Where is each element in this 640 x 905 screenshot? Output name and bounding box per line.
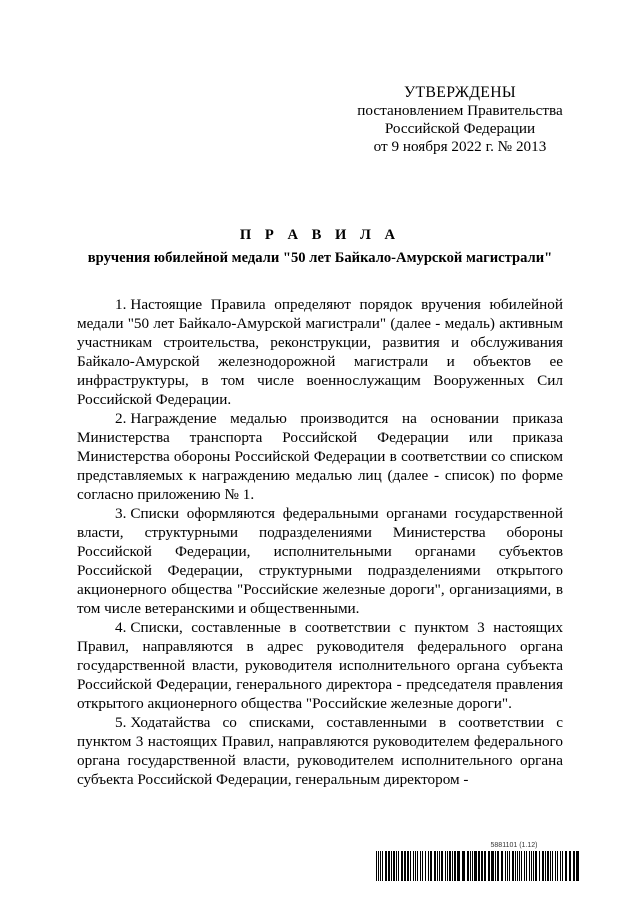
paragraph-number: 1. bbox=[115, 296, 127, 313]
barcode-bar bbox=[573, 851, 575, 881]
barcode-bar bbox=[562, 851, 563, 881]
barcode-bar bbox=[437, 851, 438, 881]
barcode-bar bbox=[420, 851, 421, 881]
barcode-bar bbox=[517, 851, 518, 881]
barcode-bar bbox=[434, 851, 436, 881]
barcode-bar bbox=[550, 851, 551, 881]
paragraph-number: 4. bbox=[115, 619, 127, 636]
document-title: П Р А В И Л А bbox=[239, 227, 401, 243]
barcode-bar bbox=[478, 851, 480, 881]
barcode-bar bbox=[484, 851, 486, 881]
barcode-bar bbox=[531, 851, 532, 881]
document-body bbox=[77, 295, 563, 789]
barcode-bar bbox=[467, 851, 469, 881]
barcode-bar bbox=[512, 851, 514, 881]
document-code: 5881101 (1.12) bbox=[490, 842, 538, 849]
document-subtitle: вручения юбилейной медали "50 лет Байкало-Амурской магистрали" bbox=[87, 250, 553, 266]
paragraph-5 bbox=[77, 713, 563, 789]
barcode-bar bbox=[545, 851, 546, 881]
barcode-bar bbox=[526, 851, 527, 881]
barcode-bar bbox=[441, 851, 443, 881]
barcode-bar bbox=[565, 851, 567, 881]
paragraph-3 bbox=[77, 504, 563, 618]
barcode-bar bbox=[457, 851, 460, 881]
barcode-bar bbox=[378, 851, 379, 881]
barcode-bar bbox=[413, 851, 414, 881]
barcode-bar bbox=[388, 851, 390, 881]
approval-block bbox=[330, 84, 590, 156]
barcode-bar bbox=[576, 851, 579, 881]
barcode-bar bbox=[533, 851, 534, 881]
barcode-bar bbox=[462, 851, 465, 881]
barcode-bar bbox=[557, 851, 558, 881]
barcode-bar bbox=[519, 851, 520, 881]
barcode-bar bbox=[569, 851, 571, 881]
barcode-bar bbox=[393, 851, 395, 881]
barcode-bar bbox=[509, 851, 510, 881]
barcode-bar bbox=[524, 851, 525, 881]
barcode-bar bbox=[529, 851, 530, 881]
barcode-bar bbox=[542, 851, 544, 881]
approval-line-2: Российской Федерации bbox=[384, 120, 536, 137]
approval-title: УТВЕРЖДЕНЫ bbox=[403, 84, 516, 101]
barcode-bar bbox=[495, 851, 496, 881]
barcode-bar bbox=[555, 851, 556, 881]
barcode-bar bbox=[385, 851, 387, 881]
paragraph-1 bbox=[77, 295, 563, 409]
barcode-bar bbox=[410, 851, 411, 881]
barcode-bar bbox=[447, 851, 448, 881]
barcode-bar bbox=[398, 851, 399, 881]
barcode-bar bbox=[552, 851, 553, 881]
approval-line-1: постановлением Правительства bbox=[357, 102, 563, 119]
barcode-bar bbox=[547, 851, 549, 881]
barcode-bar bbox=[382, 851, 383, 881]
barcode-bar bbox=[417, 851, 418, 881]
barcode-bar bbox=[452, 851, 453, 881]
approval-line-3: от 9 ноября 2022 г. № 2013 bbox=[373, 138, 547, 155]
barcode-bar bbox=[439, 851, 440, 881]
barcode bbox=[376, 851, 580, 881]
barcode-bar bbox=[445, 851, 446, 881]
barcode-bar bbox=[430, 851, 432, 881]
barcode-bar bbox=[539, 851, 540, 881]
barcode-bar bbox=[396, 851, 397, 881]
barcode-bar bbox=[425, 851, 426, 881]
paragraph-text: Списки оформляются федеральными органами государственной власти, структурными подразделениями Министерства обороны Российской Федерации, исполнительными органами субъектов Российской Федерации, структурными подразделениями открытого акционерного общества "Российские железные дороги", организациями, в том числе ветеранскими и общественными. bbox=[77, 505, 563, 617]
barcode-bar bbox=[507, 851, 508, 881]
barcode-bar bbox=[470, 851, 471, 881]
barcode-bar bbox=[515, 851, 516, 881]
paragraph-number: 2. bbox=[115, 410, 127, 427]
barcode-bar bbox=[481, 851, 483, 881]
barcode-bar bbox=[428, 851, 429, 881]
paragraph-text: Награждение медалью производится на основании приказа Министерства транспорта Российской Федерации или приказа Министерства обороны Российской Федерации в соответствии со списком представляемых к награждению медалью лиц (далее - список) по форме согласно приложению № 1. bbox=[77, 410, 563, 503]
barcode-bar bbox=[415, 851, 416, 881]
barcode-bar bbox=[422, 851, 423, 881]
barcode-bar bbox=[501, 851, 503, 881]
barcode-bar bbox=[407, 851, 409, 881]
barcode-bar bbox=[376, 851, 377, 881]
barcode-bar bbox=[401, 851, 403, 881]
barcode-bar bbox=[449, 851, 451, 881]
barcode-bar bbox=[521, 851, 522, 881]
paragraph-text: Настоящие Правила определяют порядок вручения юбилейной медали "50 лет Байкало-Амурской магистрали" (далее - медаль) активным участникам строительства, реконструкции, развития и обслуживания Байкало-Амурской железнодорожной магистрали и объектов ее инфраструктуры, в том числе военнослужащим Вооруженных Сил Российской Федерации. bbox=[77, 296, 563, 408]
barcode-bar bbox=[380, 851, 381, 881]
barcode-bar bbox=[535, 851, 537, 881]
paragraph-4 bbox=[77, 618, 563, 713]
paragraph-number: 5. bbox=[115, 714, 127, 731]
barcode-bar bbox=[391, 851, 392, 881]
barcode-bar bbox=[491, 851, 494, 881]
barcode-bar bbox=[560, 851, 561, 881]
barcode-bar bbox=[472, 851, 473, 881]
paragraph-text: Ходатайства со списками, составленными в соответствии с пунктом 3 настоящих Правил, направляются руководителем федерального органа государственной власти, руководителем исполнительного органа субъекта Российской Федерации, генеральным директором - bbox=[77, 714, 563, 788]
paragraph-number: 3. bbox=[115, 505, 127, 522]
paragraph-text: Списки, составленные в соответствии с пунктом 3 настоящих Правил, направляются в адрес руководителя федерального органа государственной власти, руководителя исполнительного органа субъекта Российской Федерации, генерального директора - председателя правления открытого акционерного общества "Российские железные дороги". bbox=[77, 619, 563, 712]
barcode-bar bbox=[488, 851, 490, 881]
paragraph-2 bbox=[77, 409, 563, 504]
barcode-bar bbox=[505, 851, 506, 881]
barcode-bar bbox=[497, 851, 499, 881]
barcode-bar bbox=[404, 851, 406, 881]
barcode-bar bbox=[474, 851, 477, 881]
barcode-bar bbox=[454, 851, 456, 881]
